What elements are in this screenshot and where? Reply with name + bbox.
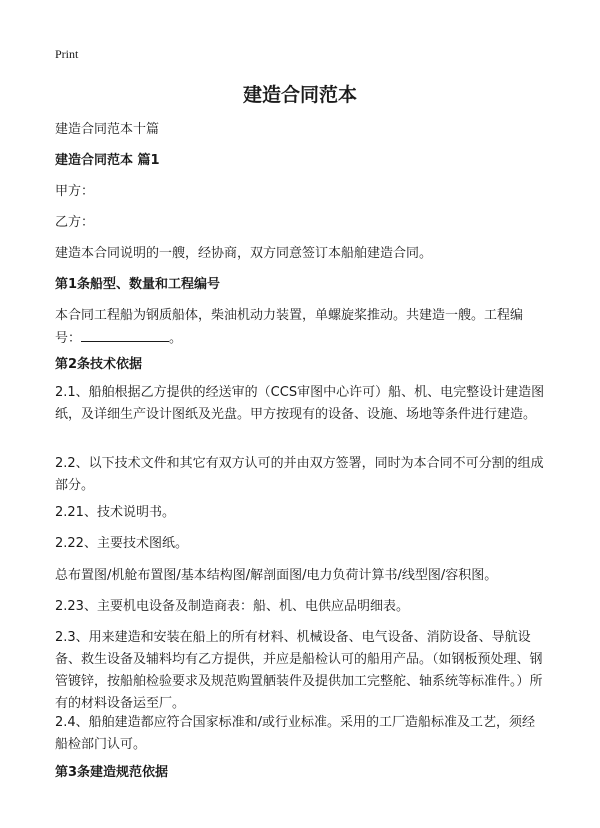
clause-2-23: 2.23、主要机电设备及制造商表：船、机、电供应品明细表。 — [55, 599, 409, 614]
clause-2-2: 2.2、以下技术文件和其它有双方认可的并由双方签署，同时为本合同不可分割的组成部分。 — [55, 456, 544, 493]
intro-paragraph: 建造本合同说明的一艘，经协商，双方同意签订本船舶建造合同。 — [55, 246, 433, 261]
clause-2-22: 2.22、主要技术图纸。 — [55, 536, 188, 551]
article-1-heading: 第1条船型、数量和工程编号 — [55, 277, 221, 292]
drawing-list: 总布置图/机舱布置图/基本结构图/解剖面图/电力负荷计算书/线型图/容积图。 — [55, 568, 498, 583]
party-b-line: 乙方： — [55, 215, 95, 230]
print-label[interactable]: Print — [55, 47, 79, 61]
section-title: 建造合同范本 篇1 — [55, 153, 160, 168]
article-2-heading: 第2条技术依据 — [55, 357, 143, 372]
article-1-paragraph — [55, 305, 545, 350]
document-subtitle: 建造合同范本十篇 — [55, 122, 160, 137]
clause-2-1: 2.1、船舶根据乙方提供的经送审的（CCS审图中心许可）船、机、电完整设计建造图纸，及详细生产设计图纸及光盘。甲方按现有的设备、设施、场地等条件进行建造。 — [55, 385, 545, 422]
clause-2-21: 2.21、技术说明书。 — [55, 505, 175, 520]
article-3-heading: 第3条建造规范依据 — [55, 765, 169, 780]
project-number-blank — [81, 327, 169, 342]
clause-2-3: 2.3、用来建造和安装在船上的所有材料、机械设备、电气设备、消防设备、导航设备、救生设备及辅料均有乙方提供，并应是船检认可的船用产品。（如钢板预处理、钢管镀锌，按船舶检验要求及规范购置舾装件及提供加工完整舵、轴系统等标准件。）所有的材料设备运至厂。 — [55, 630, 543, 711]
party-a-line: 甲方： — [55, 184, 95, 199]
document-title: 建造合同范本 — [242, 84, 357, 106]
clause-2-4: 2.4、船舶建造都应符合国家标准和/或行业标准。采用的工厂造船标准及工艺，须经船检部门认可。 — [55, 715, 536, 752]
article-1-text: 本合同工程船为钢质船体，柴油机动力装置，单螺旋桨推动。共建造一艘。工程编号： — [55, 308, 524, 346]
article-1-end: 。 — [169, 331, 183, 346]
